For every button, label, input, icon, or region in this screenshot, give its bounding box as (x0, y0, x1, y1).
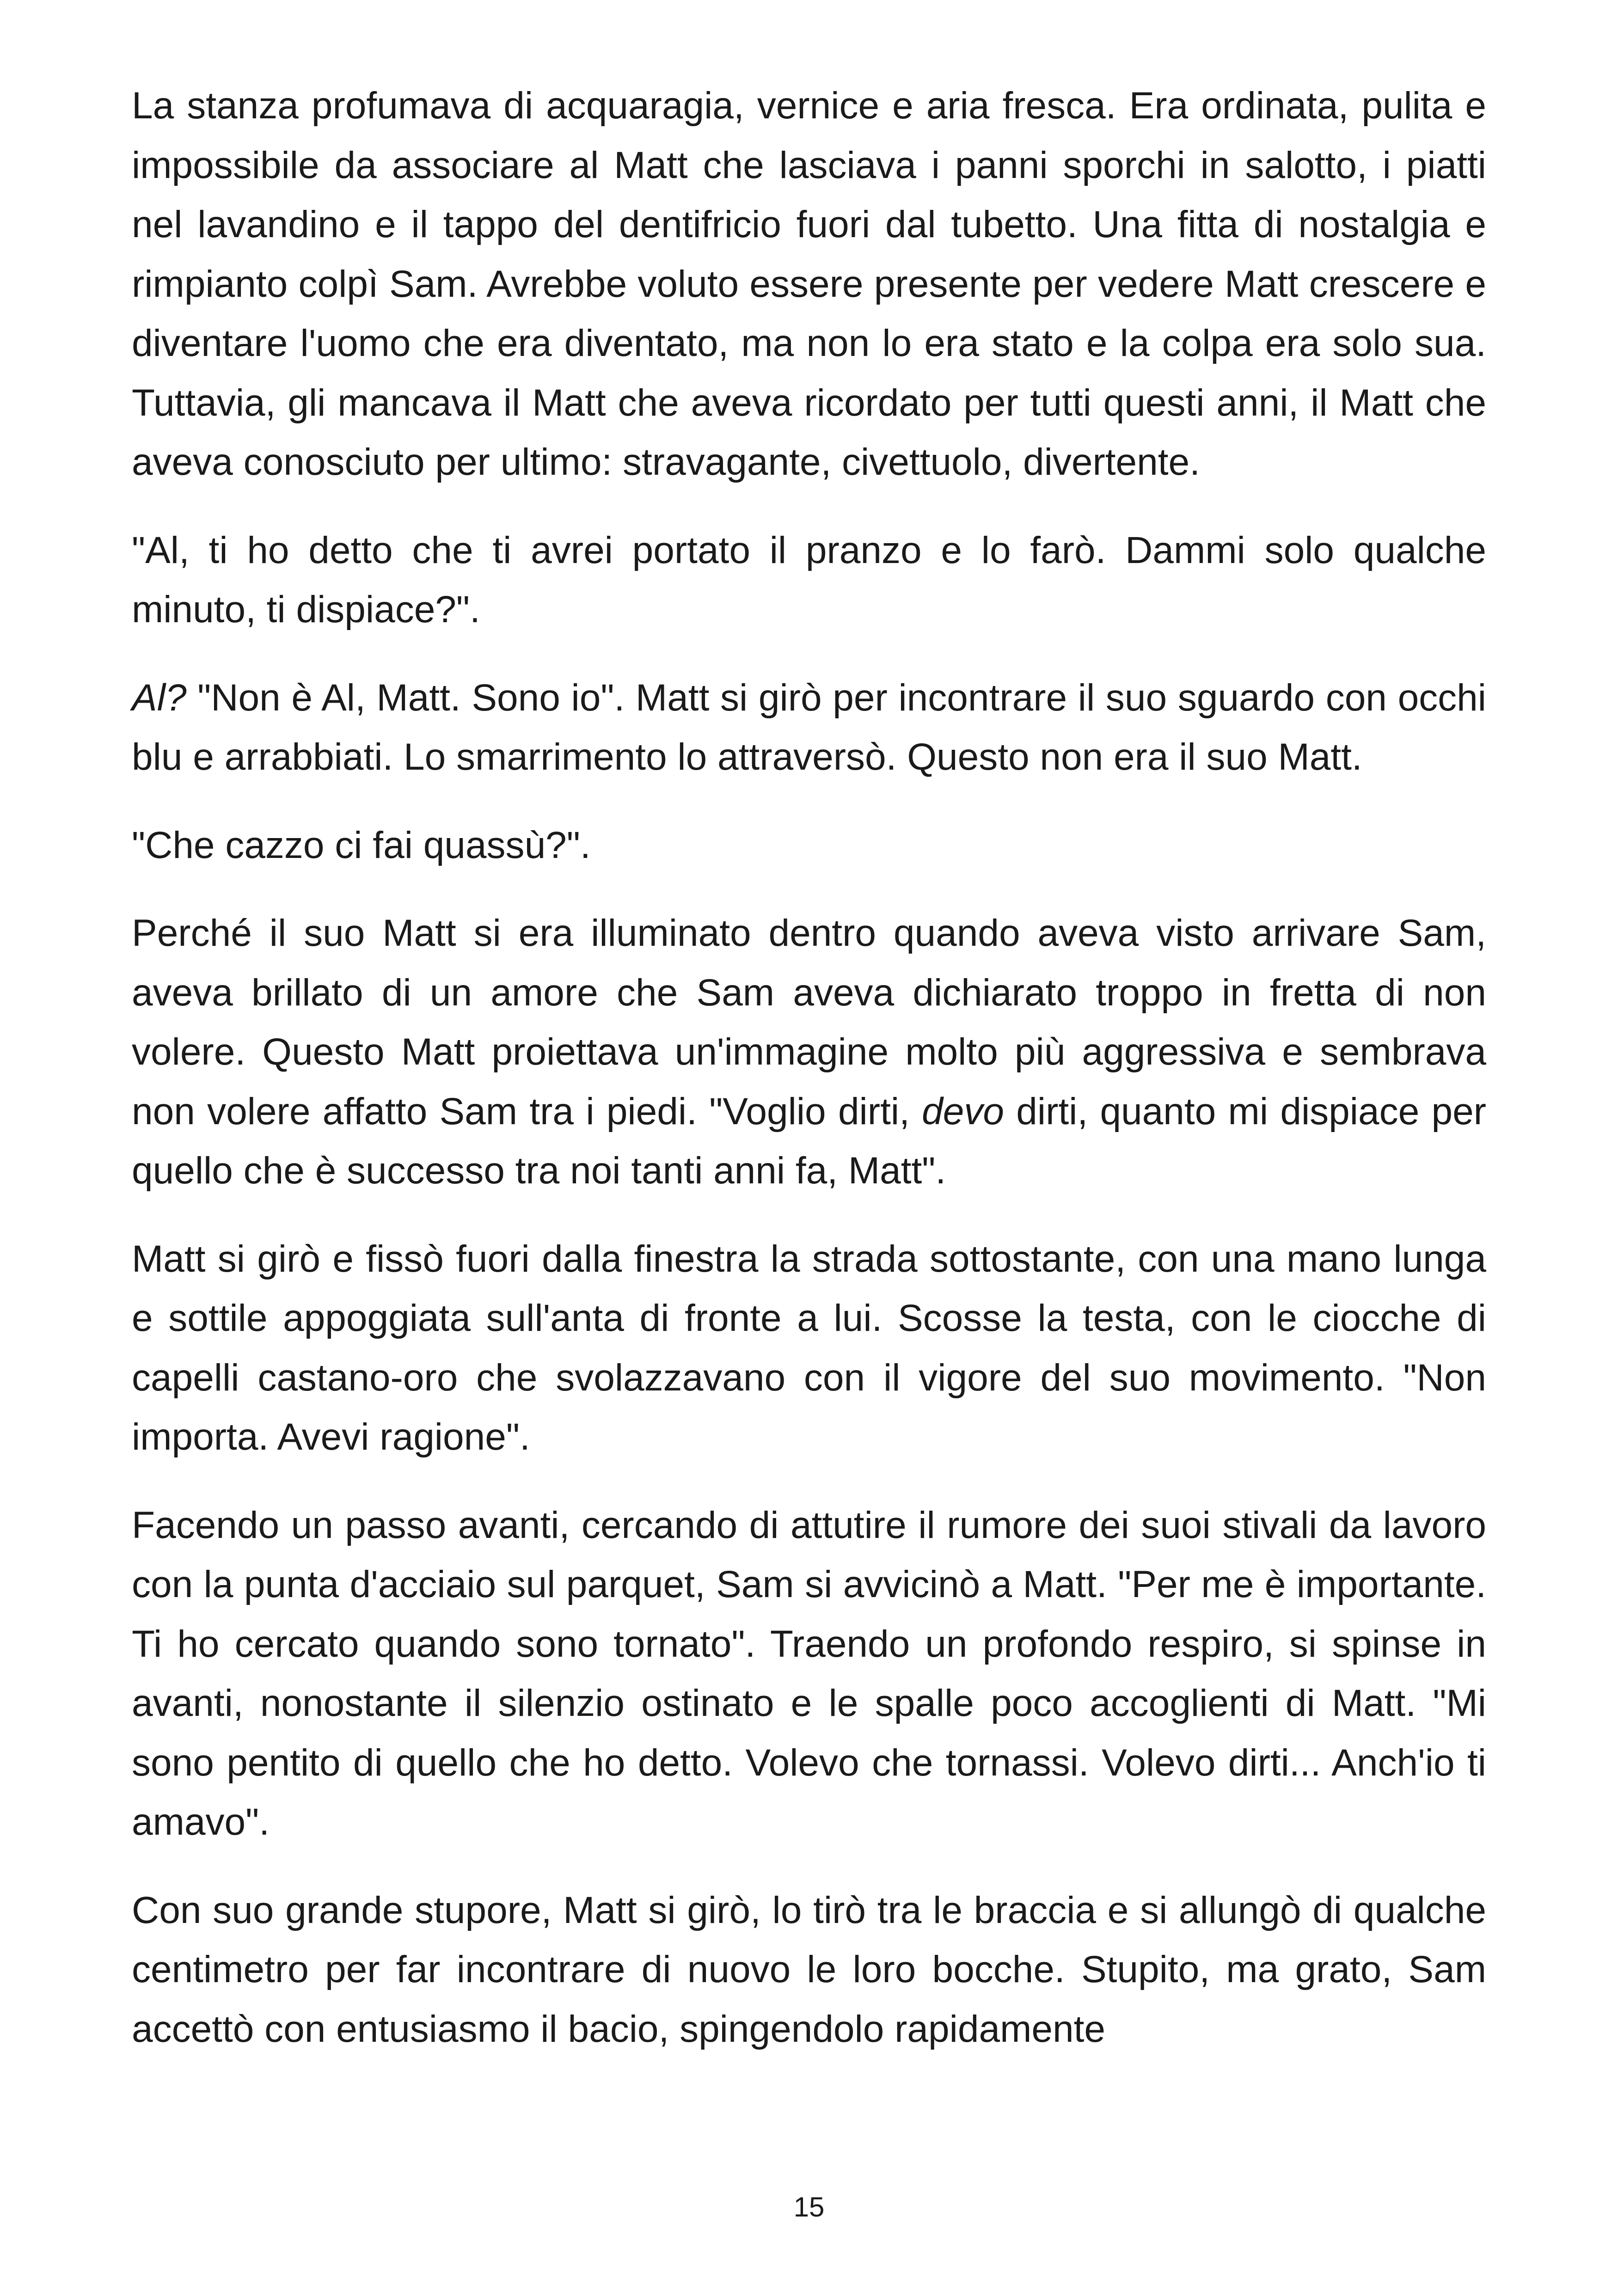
paragraph-6-text: Matt si girò e fissò fuori dalla finestra la strada sottostante, con una mano lunga e sottile appoggiata sull'anta di fronte a lui. Scosse la testa, con le ciocche di capelli castano-oro che svolazzavano con il vigore del suo movimento. "Non importa. Avevi ragione". (132, 1237, 1486, 1458)
paragraph-5 (132, 904, 1486, 1201)
paragraph-4-text: "Che cazzo ci fai quassù?". (132, 824, 591, 866)
paragraph-8 (132, 1881, 1486, 2059)
paragraph-7-text: Facendo un passo avanti, cercando di attutire il rumore dei suoi stivali da lavoro con la punta d'acciaio sul parquet, Sam si avvicinò a Matt. "Per me è importante. Ti ho cercato quando sono tornato". Traendo un profondo respiro, si spinse in avanti, nonostante il silenzio ostinato e le spalle poco accoglienti di Matt. "Mi sono pentito di quello che ho detto. Volevo che tornassi. Volevo dirti... Anch'io ti amavo". (132, 1504, 1486, 1843)
paragraph-3 (132, 668, 1486, 787)
paragraph-1 (132, 76, 1486, 492)
paragraph-8-text: Con suo grande stupore, Matt si girò, lo tirò tra le braccia e si allungò di qualche centimetro per far incontrare di nuovo le loro bocche. Stupito, ma grato, Sam accettò con entusiasmo il bacio, spingendolo rapidamente (132, 1889, 1486, 2050)
paragraph-2-text: "Al, ti ho detto che ti avrei portato il pranzo e lo farò. Dammi solo qualche minuto, ti dispiace?". (132, 529, 1486, 631)
paragraph-6 (132, 1230, 1486, 1467)
paragraph-3-italic: Al? (132, 676, 187, 719)
paragraph-5-text-b: dirti, quanto mi dispiace per quello che è successo tra noi tanti anni fa, Matt". (132, 1090, 1486, 1192)
paragraph-1-text: La stanza profumava di acquaragia, vernice e aria fresca. Era ordinata, pulita e impossibile da associare al Matt che lasciava i panni sporchi in salotto, i piatti nel lavandino e il tappo del dentifricio fuori dal tubetto. Una fitta di nostalgia e rimpianto colpì Sam. Avrebbe voluto essere presente per vedere Matt crescere e diventare l'uomo che era diventato, ma non lo era stato e la colpa era solo sua. Tuttavia, gli mancava il Matt che aveva ricordato per tutti questi anni, il Matt che aveva conosciuto per ultimo: stravagante, civettuolo, divertente. (132, 85, 1486, 483)
paragraph-5-text-a: Perché il suo Matt si era illuminato dentro quando aveva visto arrivare Sam, aveva brillato di un amore che Sam aveva dichiarato troppo in fretta di non volere. Questo Matt proiettava un'immagine molto più aggressiva e sembrava non volere affatto Sam tra i piedi. "Voglio dirti, (132, 912, 1486, 1133)
paragraph-7 (132, 1496, 1486, 1852)
paragraph-3-text: "Non è Al, Matt. Sono io". Matt si girò per incontrare il suo sguardo con occhi blu e arrabbiati. Lo smarrimento lo attraversò. Questo non era il suo Matt. (132, 676, 1486, 778)
paragraph-4 (132, 816, 1486, 876)
page-body (132, 76, 1486, 2088)
page-number: 15 (793, 2192, 825, 2223)
paragraph-5-italic: devo (922, 1090, 1004, 1133)
paragraph-2 (132, 521, 1486, 640)
